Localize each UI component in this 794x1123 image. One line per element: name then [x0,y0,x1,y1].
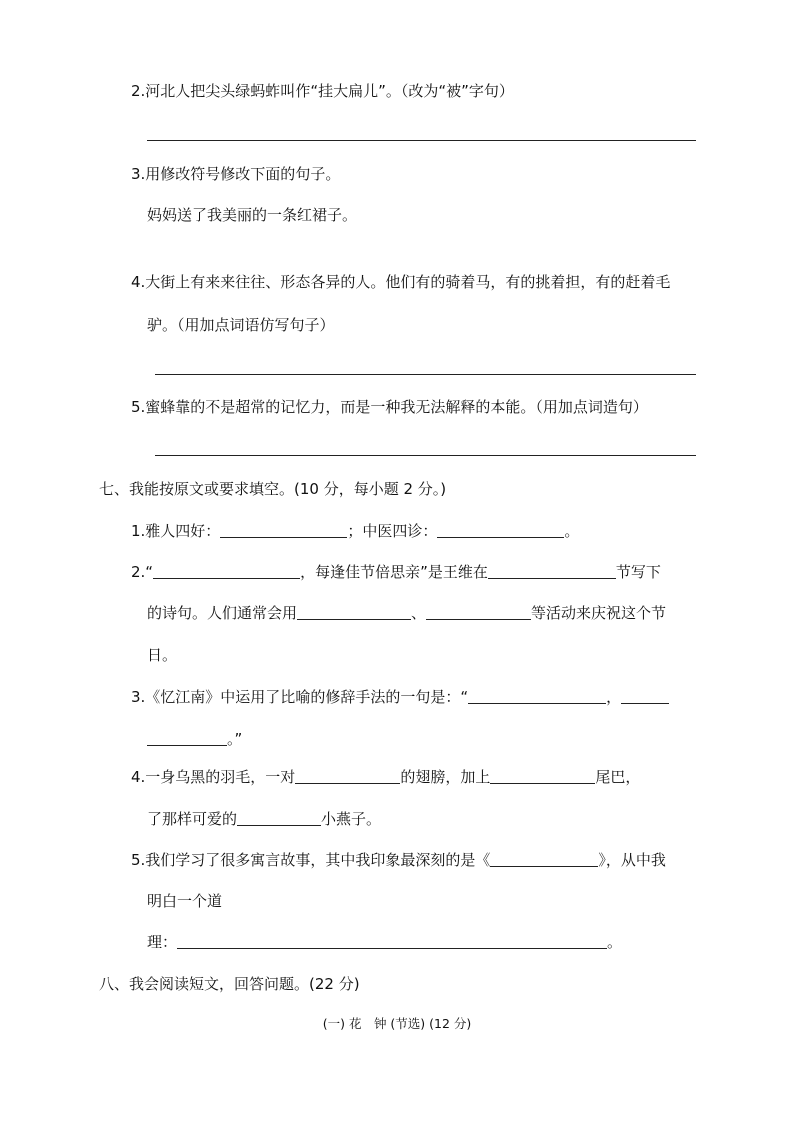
blank-7-5-a[interactable] [490,852,598,867]
answer-line-6-4[interactable] [155,374,696,375]
question-7-2-line3: 日。 [147,646,178,664]
q7-3-text-b: ， [606,688,622,706]
q7-2-text-d: 的诗句。人们通常会用 [147,604,298,622]
blank-7-1-a[interactable] [220,523,347,538]
q7-1-text-b: ；中医四诊： [347,522,438,540]
section-7-heading: 七、我能按原文或要求填空。(10 分，每小题 2 分。) [99,480,447,498]
blank-7-2-d[interactable] [426,605,531,620]
blank-7-2-a[interactable] [153,564,300,579]
question-7-2-line2 [147,603,666,623]
q7-4-text-b: 的翅膀，加上 [400,768,491,786]
q7-3-text-a: 3.《忆江南》中运用了比喻的修辞手法的一句是：“ [131,688,469,706]
question-6-3: 3.用修改符号修改下面的句子。 [131,165,341,183]
question-6-5: 5.蜜蜂靠的不是超常的记忆力，而是一种我无法解释的本能。（用加点词造句） [131,398,648,416]
q7-4-text-d: 了那样可爱的 [147,810,238,828]
q7-4-text-a: 4.一身乌黑的羽毛，一对 [131,768,296,786]
question-6-4-line1: 4.大街上有来来往往、形态各异的人。他们有的骑着马，有的挑着担，有的赶着毛 [131,273,671,291]
q7-5-text-b: 》，从中我 [598,851,666,869]
answer-line-6-2[interactable] [147,140,696,141]
blank-7-3-c[interactable] [147,731,227,746]
question-7-3-line2 [147,729,242,749]
q7-4-text-c: 尾巴， [595,768,641,786]
q7-4-text-e: 小燕子。 [321,810,382,828]
answer-line-6-5[interactable] [155,455,696,456]
question-7-3-line1 [131,687,669,707]
q7-5-text-a: 5.我们学习了很多寓言故事，其中我印象最深刻的是《 [131,851,491,869]
question-7-4-line2 [147,809,381,829]
question-7-5-line2: 明白一个道 [147,892,223,910]
blank-7-3-b[interactable] [621,689,669,704]
question-7-1 [131,521,579,541]
section-8-heading: 八、我会阅读短文，回答问题。(22 分) [99,975,360,993]
q7-2-text-a: 2.“ [131,563,154,581]
question-7-5-line3 [147,932,622,952]
blank-7-3-a[interactable] [468,689,606,704]
blank-7-1-b[interactable] [437,523,564,538]
blank-7-2-b[interactable] [488,564,616,579]
q7-5-text-e: 。 [607,933,623,951]
question-7-4-line1 [131,767,640,787]
question-7-2-line1 [131,562,661,582]
q7-2-text-f: 等活动来庆祝这个节 [531,604,667,622]
q7-5-text-d: 理： [147,933,178,951]
question-6-2: 2.河北人把尖头绿蚂蚱叫作“挂大扁儿”。（改为“被”字句） [131,82,514,100]
passage-title: (一) 花 钟 (节选) (12 分) [322,1016,472,1031]
blank-7-5-b[interactable] [177,934,607,949]
blank-7-4-a[interactable] [295,769,400,784]
q7-2-text-b: ，每逢佳节倍思亲”是王维在 [300,563,488,581]
q7-3-text-c: 。” [227,730,243,748]
blank-7-4-b[interactable] [490,769,595,784]
q7-1-text-a: 1.雅人四好： [131,522,221,540]
q7-1-text-c: 。 [564,522,580,540]
blank-7-4-c[interactable] [237,811,321,826]
question-6-3-sentence: 妈妈送了我美丽的一条红裙子。 [147,206,358,224]
question-7-5-line1 [131,850,666,870]
blank-7-2-c[interactable] [297,605,411,620]
question-6-4-line2: 驴。（用加点词语仿写句子） [147,316,335,334]
q7-2-text-c: 节写下 [615,563,661,581]
q7-2-text-e: 、 [411,604,427,622]
